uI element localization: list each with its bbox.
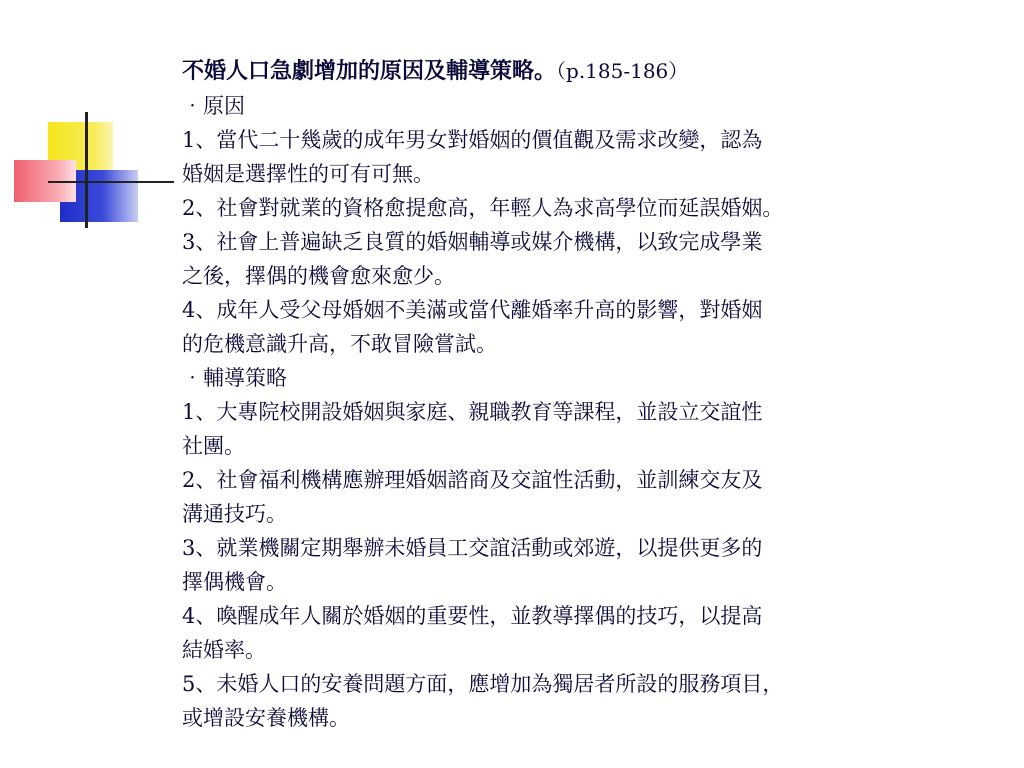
logo-horizontal-line: [48, 181, 174, 183]
text-line: 4、喚醒成年人關於婚姻的重要性，並教導擇偶的技巧，以提高: [182, 604, 763, 628]
text-line: 1、大專院校開設婚姻與家庭、親職教育等課程，並設立交誼性: [182, 400, 763, 424]
text-line: 的危機意識升高，不敢冒險嘗試。: [182, 332, 497, 356]
page-reference: （p.185-186）: [556, 59, 689, 83]
heading-causes: ‧原因: [182, 94, 245, 118]
title-line: [182, 54, 997, 89]
text-line: 婚姻是選擇性的可有可無。: [182, 162, 434, 186]
text-line: 2、社會福利機構應辦理婚姻諮商及交誼性活動，並訓練交友及: [182, 468, 763, 492]
text-line: 5、未婚人口的安養問題方面，應增加為獨居者所設的服務項目，: [182, 672, 784, 696]
heading-strategies: ‧輔導策略: [182, 366, 287, 390]
text-line: 社團。: [182, 434, 245, 458]
text-line: 結婚率。: [182, 638, 266, 662]
text-line: 或增設安養機構。: [182, 706, 350, 730]
text-line: 之後，擇偶的機會愈來愈少。: [182, 264, 455, 288]
text-line: 3、社會上普遍缺乏良質的婚姻輔導或媒介機構，以致完成學業: [182, 230, 763, 254]
slide-title: 不婚人口急劇增加的原因及輔導策略。: [182, 58, 557, 84]
logo-vertical-line: [85, 112, 88, 228]
text-line: 4、成年人受父母婚姻不美滿或當代離婚率升高的影響，對婚姻: [182, 298, 763, 322]
text-line: 1、當代二十幾歲的成年男女對婚姻的價值觀及需求改變，認為: [182, 128, 763, 152]
text-line: 3、就業機關定期舉辦未婚員工交誼活動或郊遊，以提供更多的: [182, 536, 763, 560]
text-line: 擇偶機會。: [182, 570, 287, 594]
text-line: 溝通技巧。: [182, 502, 287, 526]
text-line: 2、社會對就業的資格愈提愈高，年輕人為求高學位而延誤婚姻。: [182, 196, 784, 220]
slide-body: [182, 54, 997, 735]
